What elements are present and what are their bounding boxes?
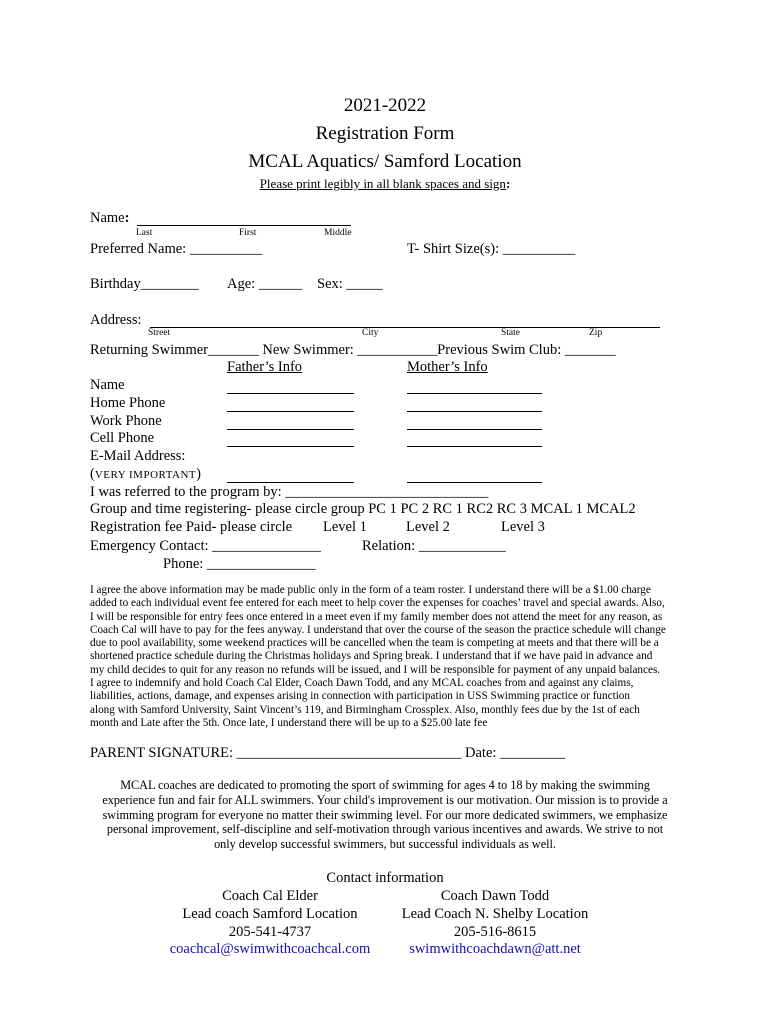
fathers-info-heading: Father’s Info [227, 359, 303, 375]
coach2-role: Lead Coach N. Shelby Location [401, 906, 589, 922]
coach2-phone: 205-516-8615 [453, 924, 537, 940]
mother-cell-phone-line[interactable] [407, 446, 542, 447]
mother-name-line[interactable] [407, 393, 542, 394]
agreement-line: liabilities, actions, damage, and expenses arising in connection with participation in USS Swimming practice or function [90, 690, 630, 703]
agreement-paragraph [90, 584, 690, 730]
mission-statement [82, 778, 688, 852]
mission-line: only develop successful swimmers, but successful individuals as well. [214, 837, 556, 852]
mother-home-phone-line[interactable] [407, 411, 542, 412]
emergency-phone-field[interactable]: Phone: _______________ [163, 556, 316, 572]
father-name-line[interactable] [227, 393, 354, 394]
agreement-line: I agree the above information may be made public only in the form of a team roster. I understand there will be a $1.00 charge [90, 584, 651, 596]
mission-line: swimming program for everyone no matter their swimming level. For our more dedicated swimmers, we emphasize [102, 807, 668, 822]
form-subtitle: MCAL Aquatics/ Samford Location [248, 151, 522, 172]
father-cell-phone-line[interactable] [227, 446, 354, 447]
group-time-line[interactable]: Group and time registering- please circle group PC 1 PC 2 RC 1 RC2 RC 3 MCAL 1 MCAL2 [90, 501, 636, 517]
address-sub-city: City [362, 328, 379, 338]
mission-line: personal improvement, self-discipline and self-motivation through various incentives and awards. We strive to not [106, 822, 664, 837]
agreement-line: added to each individual event fee entered for each meet to help cover the expenses for coaches’ travel and special awards. Also, [90, 597, 665, 610]
coach1-phone: 205-541-4737 [228, 924, 312, 940]
form-title: Registration Form [315, 123, 455, 144]
coach1-email-wrap [140, 941, 400, 958]
parent-row-label-email: E-Mail Address: [90, 448, 186, 464]
fee-level-2[interactable]: Level 2 [406, 519, 450, 535]
name-sub-first: First [239, 228, 257, 238]
name-sub-middle: Middle [324, 228, 352, 238]
relation-field[interactable]: Relation: ____________ [362, 538, 506, 554]
agreement-line: month and Late after the 5th. Once late, I understand there will be up to a $25.00 late fee [90, 716, 488, 729]
father-home-phone-line[interactable] [227, 411, 354, 412]
name-input-line[interactable] [137, 225, 351, 226]
emergency-contact-field[interactable]: Emergency Contact: _______________ [90, 538, 321, 554]
parent-row-label-work-phone: Work Phone [90, 413, 162, 429]
agreement-line: along with Samford University, Saint Vincent’s 119, and Birmingham Crossplex. Also, monthly fees due by the 1st of each [90, 703, 640, 716]
mother-email-line[interactable] [407, 482, 542, 483]
parent-row-label-home-phone: Home Phone [90, 395, 166, 411]
mission-line: MCAL coaches are dedicated to promoting the sport of swimming for ages 4 to 18 by making the swimming [120, 778, 650, 792]
returning-swimmer-line[interactable]: Returning Swimmer_______ New Swimmer: ___________Previous Swim Club: _______ [90, 342, 616, 358]
coach2-email-wrap [370, 941, 620, 958]
agreement-line: I agree to indemnify and hold Coach Cal Elder, Coach Dawn Todd, and any MCAL coaches from and against any claims, [90, 677, 634, 690]
mother-work-phone-line[interactable] [407, 429, 542, 430]
registration-fee-label: Registration fee Paid- please circle [90, 519, 293, 535]
very-important-note: (VERY IMPORTANT) [90, 466, 201, 482]
coach1-role: Lead coach Samford Location [182, 906, 358, 922]
age-field[interactable]: Age: ______ [227, 276, 303, 292]
mission-line: experience fun and fair for ALL swimmers. Your child's improvement is our motivation. Our mission is to provide a [102, 792, 668, 807]
coach1-name: Coach Cal Elder [222, 888, 318, 904]
father-email-line[interactable] [227, 482, 354, 483]
agreement-line: my child decides to quit for any reason no refunds will be issued, and I will be responsible for payment of any unpaid balances. [90, 663, 661, 676]
form-year: 2021-2022 [343, 95, 427, 116]
father-work-phone-line[interactable] [227, 429, 354, 430]
tshirt-size-field[interactable]: T- Shirt Size(s): __________ [407, 241, 576, 257]
referred-by-field[interactable]: I was referred to the program by: ____________________________ [90, 484, 489, 500]
birthday-field[interactable]: Birthday________ [90, 276, 199, 292]
parent-row-label-cell-phone: Cell Phone [90, 430, 155, 446]
mothers-info-heading: Mother’s Info [407, 359, 488, 375]
address-sub-state: State [501, 328, 520, 338]
coach2-name: Coach Dawn Todd [440, 888, 550, 904]
agreement-line: Coach Cal will have to pay for the fees anyway. I understand that over the course of the season the practice schedule will change [90, 623, 666, 636]
coach2-email-link[interactable]: swimwithcoachdawn@att.net [409, 941, 581, 957]
agreement-line: due to pool availability, some weekend practices will be cancelled when the team is competing at meets and that there will be a [90, 637, 659, 650]
preferred-name-field[interactable]: Preferred Name: __________ [90, 241, 263, 257]
address-sub-zip: Zip [589, 328, 603, 338]
form-instruction: Please print legibly in all blank spaces and sign: [259, 176, 511, 191]
name-sub-last: Last [136, 228, 153, 238]
fee-level-3[interactable]: Level 3 [501, 519, 545, 535]
address-input-line[interactable] [150, 327, 660, 328]
name-label: Name: [90, 210, 130, 226]
sex-field[interactable]: Sex: _____ [317, 276, 383, 292]
address-sub-street: Street [148, 328, 171, 338]
parent-row-label-name: Name [90, 377, 125, 393]
agreement-line: shortened practice schedule during the Christmas holidays and Spring break. I understand that if we have paid in advance and [90, 650, 653, 663]
fee-level-1[interactable]: Level 1 [323, 519, 367, 535]
contact-heading: Contact information [326, 870, 444, 886]
agreement-line: I will be responsible for entry fees once entered in a meet even if my family member does not attend the meet for any reason, as [90, 610, 663, 623]
address-label: Address: [90, 312, 142, 328]
parent-signature-field[interactable]: PARENT SIGNATURE: _______________________________ Date: _________ [90, 745, 566, 761]
coach1-email-link[interactable]: coachcal@swimwithcoachcal.com [169, 941, 371, 957]
